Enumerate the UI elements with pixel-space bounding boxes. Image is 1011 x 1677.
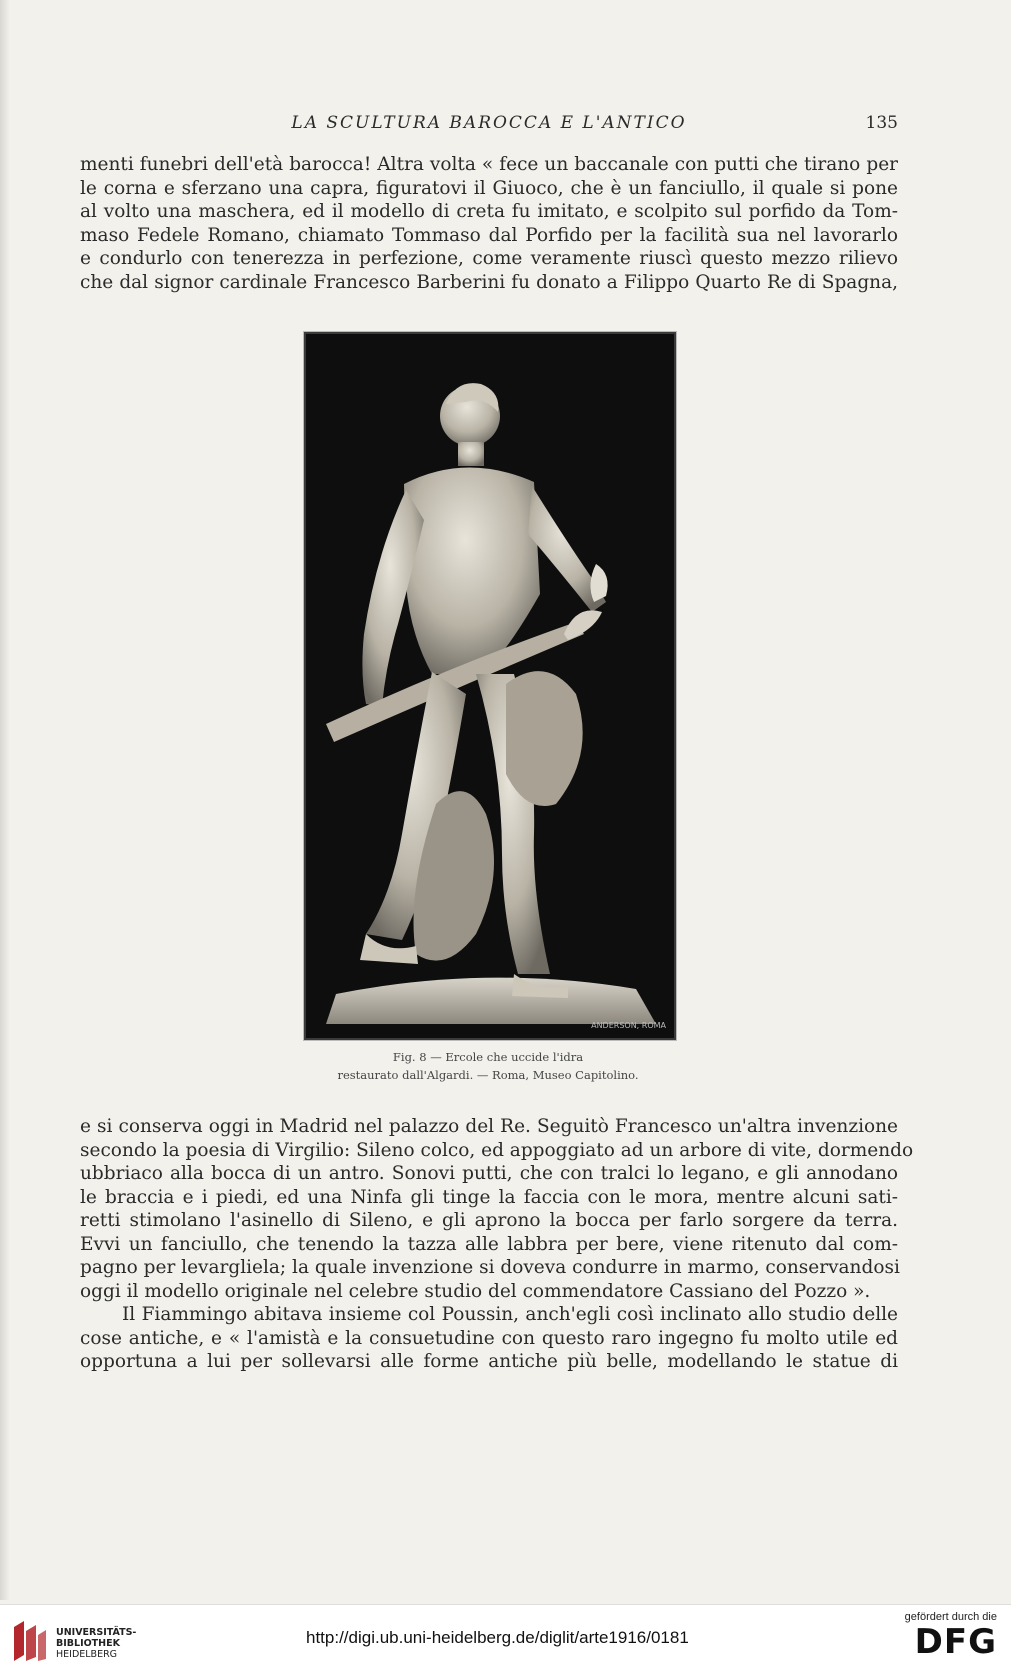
text-line: ubbriaco alla bocca di un antro. Sonovi putti, che con tralci lo legano, e gli annodano — [80, 1163, 898, 1184]
text-line: menti funebri dell'età barocca! Altra volta « fece un baccanale con putti che tirano per — [80, 154, 898, 175]
page-url-link[interactable]: http://digi.ub.uni-heidelberg.de/diglit/arte1916/0181 — [306, 1628, 689, 1647]
hercules-statue-image — [306, 334, 674, 1038]
text-line: secondo la poesia di Virgilio: Sileno colco, ed appoggiato ad un arbore di vite, dormendo — [80, 1139, 914, 1161]
text-line: e condurlo con tenerezza in perfezione, come veramente riuscì questo mezzo rilievo — [80, 248, 898, 269]
caption-line: restaurato dall'Algardi. — Roma, Museo Capitolino. — [337, 1068, 639, 1082]
viewer-footer — [0, 1604, 1011, 1677]
library-name — [56, 1627, 136, 1660]
dfg-logo-text: DFG — [914, 1622, 997, 1662]
text-line: e si conserva oggi in Madrid nel palazzo del Re. Seguitò Francesco un'altra invenzione — [80, 1116, 898, 1137]
text-line: opportuna a lui per sollevarsi alle forme antiche più belle, modellando le statue di — [80, 1351, 898, 1372]
library-name-line: BIBLIOTHEK — [56, 1638, 120, 1649]
library-emblem-icon — [10, 1617, 48, 1665]
photo-credit: ANDERSON, ROMA — [591, 1021, 666, 1030]
page-header — [80, 113, 898, 137]
text-line: le corna e sferzano una capra, figuratovi il Giuoco, che è un fanciullo, il quale si pone — [80, 177, 898, 199]
text-line: cose antiche, e « l'amistà e la consuetudine con questo raro ingegno fu molto utile ed — [80, 1327, 898, 1349]
text-line: maso Fedele Romano, chiamato Tommaso dal Porfido per la facilità sua nel lavorarlo — [80, 224, 898, 246]
text-line: al volto una maschera, ed il modello di creta fu imitato, e scolpito sul porfido da Tom- — [80, 201, 898, 222]
text-line: Il Fiammingo abitava insieme col Poussin, anch'egli così inclinato allo studio delle — [122, 1304, 898, 1325]
figure-photograph — [304, 332, 676, 1040]
caption-line: Fig. 8 — Ercole che uccide l'idra — [392, 1050, 584, 1064]
text-line: oggi il modello originale nel celebre studio del commendatore Cassiano del Pozzo ». — [80, 1280, 871, 1302]
dfg-funder-logo[interactable] — [891, 1611, 997, 1671]
text-line: che dal signor cardinale Francesco Barberini fu donato a Filippo Quarto Re di Spagna, — [80, 271, 898, 293]
page-number: 135 — [865, 113, 898, 133]
text-line: le braccia e i piedi, ed una Ninfa gli tinge la faccia con le mora, mentre alcuni sati- — [80, 1186, 898, 1208]
funder-note: gefördert durch die — [904, 1611, 997, 1623]
text-line: pagno per levargliela; la quale invenzione si doveva condurre in marmo, conservandosi — [80, 1257, 900, 1278]
library-name-line: HEIDELBERG — [56, 1649, 118, 1660]
running-title: LA SCULTURA BAROCCA E L'ANTICO — [291, 113, 687, 133]
text-line: retti stimolano l'asinello di Sileno, e gli aprono la bocca per farlo sorgere da terra. — [80, 1210, 898, 1231]
university-library-logo[interactable] — [10, 1617, 137, 1667]
library-name-line: UNIVERSITÄTS- — [56, 1627, 137, 1638]
paragraph-2 — [80, 1115, 914, 1374]
figure-caption — [280, 1048, 696, 1084]
text-line: Evvi un fanciullo, che tenendo la tazza alle labbra per bere, viene ritenuto dal com- — [80, 1233, 898, 1255]
paragraph-1 — [80, 153, 898, 294]
scan-edge-shadow — [0, 0, 10, 1600]
